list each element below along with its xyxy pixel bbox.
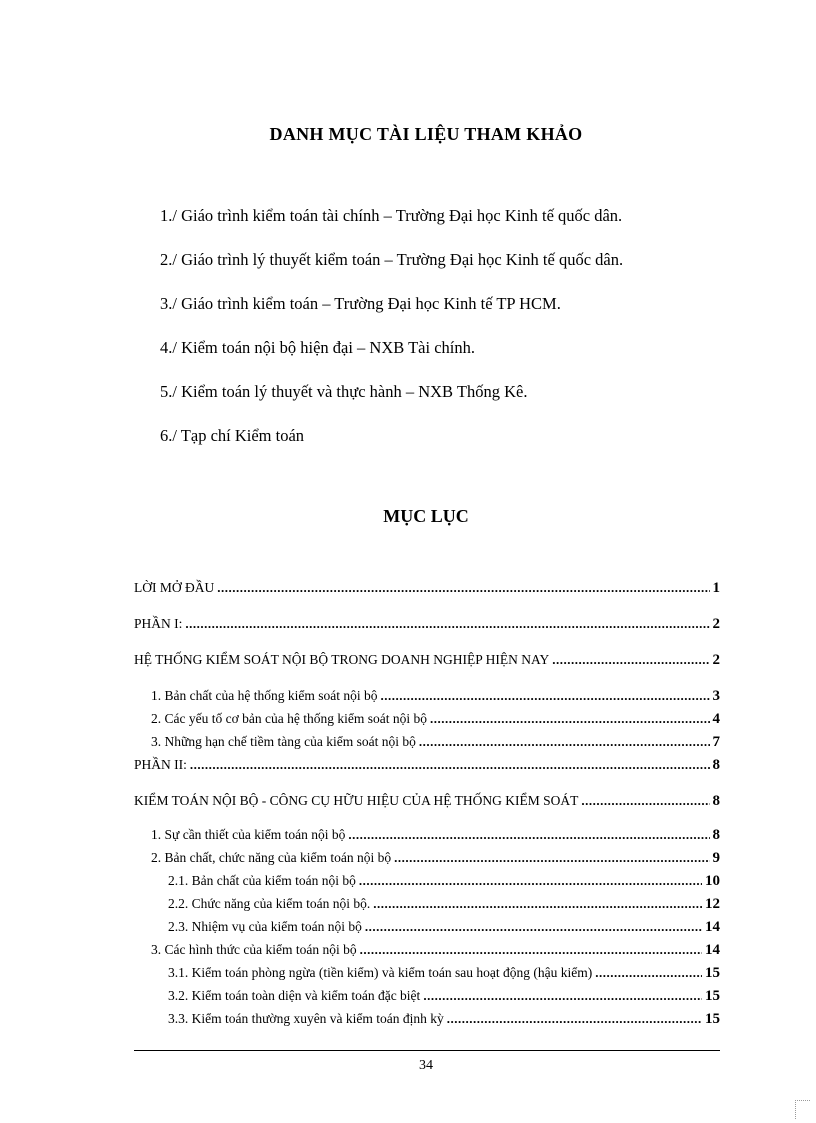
toc-entry-label: 2.1. Bản chất của kiểm toán nội bộ — [168, 873, 356, 888]
toc-entry-label: PHẦN I: — [134, 616, 183, 631]
toc-entry-page: 4 — [712, 711, 720, 727]
toc-entry-label: 1. Bản chất của hệ thống kiểm soát nội bộ — [151, 688, 378, 703]
toc-entry-label: 2.2. Chức năng của kiểm toán nội bộ. — [168, 896, 371, 911]
toc-entry — [134, 730, 720, 753]
table-of-contents — [134, 576, 720, 1030]
toc-entry-label: 3.2. Kiểm toán toàn diện và kiểm toán đặc biệt — [168, 988, 421, 1003]
toc-entry-page: 14 — [705, 919, 720, 935]
toc-entry-page: 3 — [712, 688, 720, 704]
reference-item: 5./ Kiểm toán lý thuyết và thực hành – NXB Thống Kê. — [160, 382, 528, 401]
toc-entry-page: 12 — [705, 896, 720, 912]
toc-leader-dots — [595, 961, 702, 984]
toc-entry-page: 14 — [705, 942, 720, 958]
toc-entry-page: 8 — [712, 827, 720, 843]
toc-entry-label: 2.3. Nhiệm vụ của kiểm toán nội bộ — [168, 919, 362, 934]
toc-entry — [134, 789, 720, 823]
references-list — [160, 205, 623, 469]
toc-entry — [134, 684, 720, 707]
toc-entry — [134, 869, 720, 892]
toc-entry — [134, 823, 720, 846]
toc-leader-dots — [365, 915, 702, 938]
toc-leader-dots — [185, 612, 709, 636]
references-title: DANH MỤC TÀI LIỆU THAM KHẢO — [269, 124, 583, 144]
toc-entry — [134, 753, 720, 789]
toc-entry-label: 3.3. Kiểm toán thường xuyên và kiểm toán định kỳ — [168, 1011, 444, 1026]
toc-entry-label: KIỂM TOÁN NỘI BỘ - CÔNG CỤ HỮU HIỆU CỦA HỆ THỐNG KIỂM SOÁT — [134, 793, 579, 808]
toc-entry — [134, 1007, 720, 1030]
toc-entry — [134, 576, 720, 612]
toc-entry-label: HỆ THỐNG KIỂM SOÁT NỘI BỘ TRONG DOANH NGHIỆP HIỆN NAY — [134, 652, 550, 667]
toc-entry-page: 1 — [712, 580, 720, 596]
toc-leader-dots — [380, 684, 709, 707]
toc-leader-dots — [552, 648, 709, 672]
toc-leader-dots — [373, 892, 702, 915]
toc-entry-page: 7 — [712, 734, 720, 750]
toc-entry-label: PHẦN II: — [134, 757, 187, 772]
reference-item: 2./ Giáo trình lý thuyết kiểm toán – Trường Đại học Kinh tế quốc dân. — [160, 250, 624, 269]
toc-entry-page: 9 — [712, 850, 720, 866]
toc-entry-label: 3.1. Kiểm toán phòng ngừa (tiền kiểm) và kiểm toán sau hoạt động (hậu kiểm) — [168, 965, 593, 980]
toc-leader-dots — [190, 753, 710, 777]
toc-entry — [134, 648, 720, 684]
toc-entry — [134, 938, 720, 961]
toc-entry-label: 2. Các yếu tố cơ bản của hệ thống kiểm soát nội bộ — [151, 711, 427, 726]
toc-leader-dots — [581, 789, 709, 813]
toc-entry-label: 3. Những hạn chế tiềm tàng của kiểm soát nội bộ — [151, 734, 416, 749]
toc-leader-dots — [348, 823, 709, 846]
toc-entry-page: 15 — [705, 988, 720, 1004]
toc-entry-page: 15 — [705, 965, 720, 981]
toc-entry — [134, 984, 720, 1007]
reference-item: 4./ Kiểm toán nội bộ hiện đại – NXB Tài chính. — [160, 338, 475, 357]
toc-entry-page: 10 — [705, 873, 720, 889]
toc-title: MỤC LỤC — [383, 506, 469, 526]
toc-entry-page: 15 — [705, 1011, 720, 1027]
reference-item: 6./ Tạp chí Kiểm toán — [160, 426, 305, 445]
toc-entry-page: 8 — [712, 757, 720, 773]
toc-leader-dots — [394, 846, 709, 869]
toc-leader-dots — [359, 869, 702, 892]
toc-leader-dots — [447, 1007, 702, 1030]
page-number: 34 — [419, 1058, 433, 1073]
toc-leader-dots — [430, 707, 710, 730]
toc-entry-page: 8 — [712, 793, 720, 809]
toc-entry — [134, 846, 720, 869]
toc-entry-label: 2. Bản chất, chức năng của kiểm toán nội bộ — [151, 850, 392, 865]
toc-entry — [134, 915, 720, 938]
toc-leader-dots — [217, 576, 709, 600]
toc-entry — [134, 961, 720, 984]
toc-leader-dots — [423, 984, 702, 1007]
toc-entry — [134, 892, 720, 915]
toc-leader-dots — [360, 938, 702, 961]
reference-item: 1./ Giáo trình kiểm toán tài chính – Trường Đại học Kinh tế quốc dân. — [160, 206, 623, 225]
reference-item: 3./ Giáo trình kiểm toán – Trường Đại học Kinh tế TP HCM. — [160, 294, 561, 313]
toc-entry — [134, 707, 720, 730]
toc-entry-label: LỜI MỞ ĐẦU — [134, 580, 215, 595]
toc-entry-page: 2 — [712, 616, 720, 632]
toc-entry-page: 2 — [712, 652, 720, 668]
toc-entry-label: 1. Sự cần thiết của kiểm toán nội bộ — [151, 827, 346, 842]
toc-entry — [134, 612, 720, 648]
toc-leader-dots — [419, 730, 710, 753]
footer-divider — [134, 1050, 720, 1051]
toc-entry-label: 3. Các hình thức của kiểm toán nội bộ — [151, 942, 357, 957]
page-corner-mark — [795, 1100, 810, 1119]
